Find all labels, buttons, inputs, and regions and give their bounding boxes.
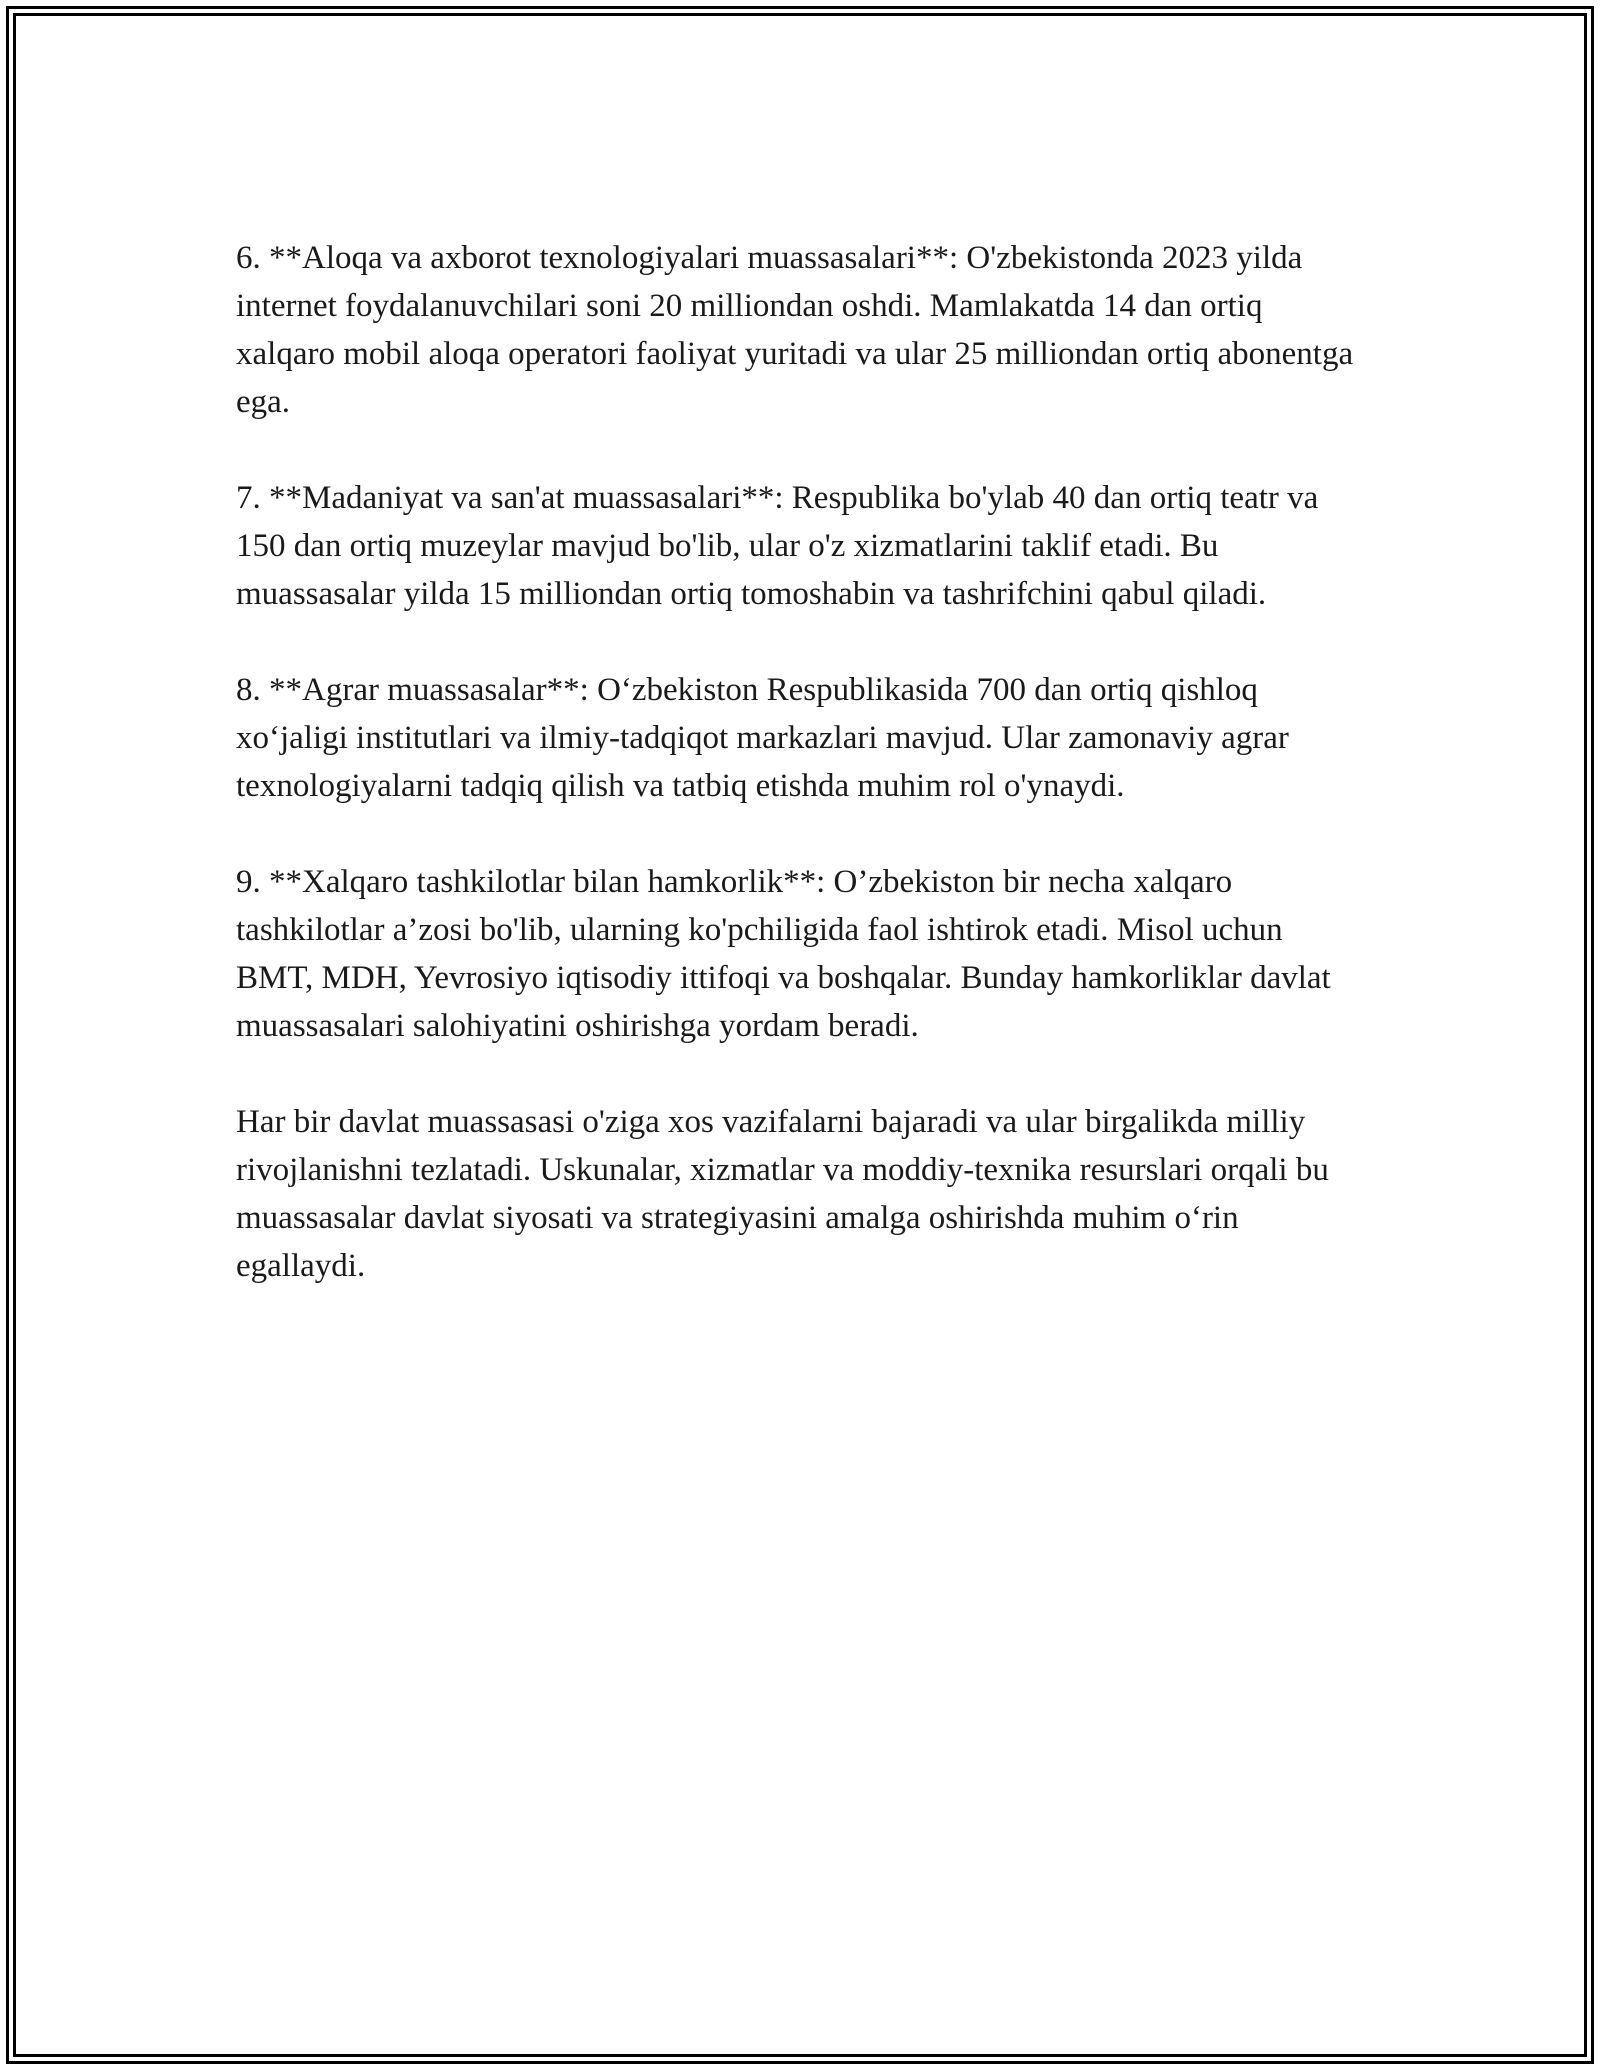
paragraph-agrarian: 8. **Agrar muassasalar**: O‘zbekiston Respublikasida 700 dan ortiq qishloq xo‘jaligi institutlari va ilmiy-tadqiqot markazlari mavjud. Ular zamonaviy agrar texnologiyalarni tadqiq qilish va tatbiq etishda muhim rol o'ynaydi. bbox=[236, 672, 1289, 804]
paragraph-culture: 7. **Madaniyat va san'at muassasalari**: Respublika bo'ylab 40 dan ortiq teatr va 150 dan ortiq muzeylar mavjud bo'lib, ular o'z xizmatlarini taklif etadi. Bu muassasalar yilda 15 milliondan ortiq tomoshabin va tashrifchini qabul qiladi. bbox=[236, 480, 1319, 612]
document-body bbox=[236, 234, 1366, 1290]
paragraph-international: 9. **Xalqaro tashkilotlar bilan hamkorlik**: O’zbekiston bir necha xalqaro tashkilotlar a’zosi bo'lib, ularning ko'pchiligida faol ishtirok etadi. Misol uchun BMT, MDH, Yevrosiyo iqtisodiy ittifoqi va boshqalar. Bunday hamkorliklar davlat muassasalari salohiyatini oshirishga yordam beradi. bbox=[236, 864, 1331, 1044]
paragraph-communications: 6. **Aloqa va axborot texnologiyalari muassasalari**: O'zbekistonda 2023 yilda internet foydalanuvchilari soni 20 milliondan oshdi. Mamlakatda 14 dan ortiq xalqaro mobil aloqa operatori faoliyat yuritadi va ular 25 milliondan ortiq abonentga ega. bbox=[236, 240, 1354, 420]
paragraph-conclusion: Har bir davlat muassasasi o'ziga xos vazifalarni bajaradi va ular birgalikda milliy rivojlanishni tezlatadi. Uskunalar, xizmatlar va moddiy-texnika resurslari orqali bu muassasalar davlat siyosati va strategiyasini amalga oshirishda muhim o‘rin egallaydi. bbox=[236, 1104, 1329, 1284]
